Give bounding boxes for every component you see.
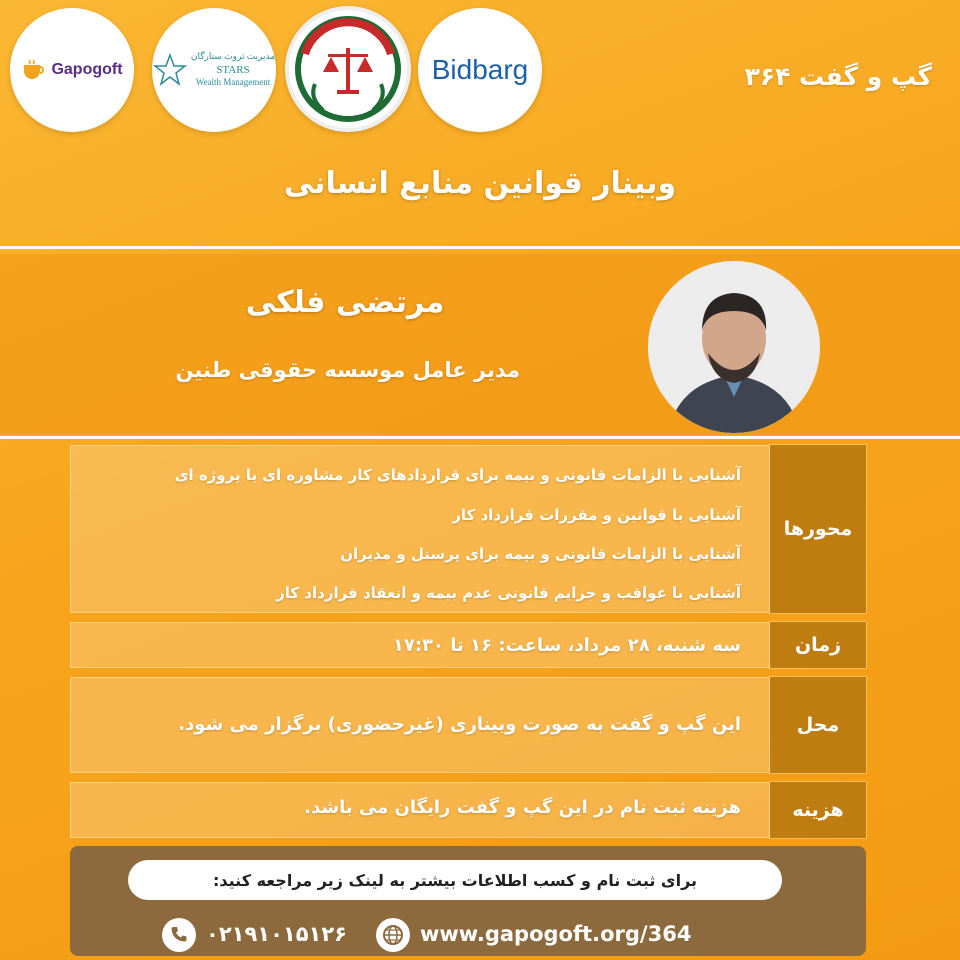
time-label: زمان <box>770 622 866 668</box>
speaker-name: مرتضی فلکی <box>245 285 445 320</box>
topic-item: آشنایی با الزامات قانونی و بیمه برای پرسنل و مدیران <box>340 545 741 563</box>
place-label: محل <box>770 677 866 773</box>
phone-number[interactable]: ۰۲۱۹۱۰۱۵۱۲۶ <box>206 922 347 946</box>
stars-logo-fa: مدیریت ثروت ستارگان <box>190 51 276 62</box>
website-link[interactable]: www.gapogoft.org/364 <box>420 922 692 946</box>
divider-top <box>0 246 960 249</box>
episode-number: گپ و گفت ۳۶۴ <box>744 62 932 91</box>
gapogoft-logo-text: Gapogoft <box>51 61 123 78</box>
phone-icon <box>162 918 196 952</box>
bidbarg-logo <box>418 8 542 132</box>
divider-bottom <box>0 436 960 439</box>
speaker-role: مدیر عامل موسسه حقوقی طنین <box>175 358 520 382</box>
time-box <box>70 622 770 668</box>
registration-note: برای ثبت نام و کسب اطلاعات بیشتر به لینک زیر مراجعه کنید: <box>128 860 782 900</box>
topics-box <box>70 445 770 613</box>
scales-of-justice-icon <box>293 14 403 124</box>
time-value: سه شنبه، ۲۸ مرداد، ساعت: ۱۶ تا ۱۷:۳۰ <box>392 635 741 656</box>
speaker-photo <box>648 261 820 433</box>
webinar-title: وبینار قوانین منابع انسانی <box>283 166 677 201</box>
star-icon <box>153 53 187 87</box>
fee-box <box>70 782 770 838</box>
topic-item: آشنایی با قوانین و مقررات قرارداد کار <box>452 506 741 524</box>
stars-logo <box>152 8 276 132</box>
place-value: این گپ و گفت به صورت وبیناری (غیرحضوری) برگزار می شود. <box>178 714 741 735</box>
bidbarg-logo-text: Bidbarg <box>431 54 529 85</box>
topic-item: آشنایی با عواقب و جرایم قانونی عدم بیمه و انعقاد قرارداد کار <box>276 584 741 602</box>
fee-label: هزینه <box>770 782 866 838</box>
fee-value: هزینه ثبت نام در این گپ و گفت رایگان می باشد. <box>304 797 741 818</box>
legal-institute-logo <box>285 6 411 132</box>
gapogoft-logo <box>10 8 134 132</box>
stars-logo-sub: Wealth Management <box>195 77 271 88</box>
topics-label: محورها <box>770 445 866 613</box>
topic-item: آشنایی با الزامات قانونی و بیمه برای قراردادهای کار مشاوره ای یا پروژه ای <box>174 466 741 484</box>
stars-logo-en: STARS <box>216 63 250 76</box>
globe-icon <box>376 918 410 952</box>
cup-icon <box>21 59 47 81</box>
place-box <box>70 677 770 773</box>
